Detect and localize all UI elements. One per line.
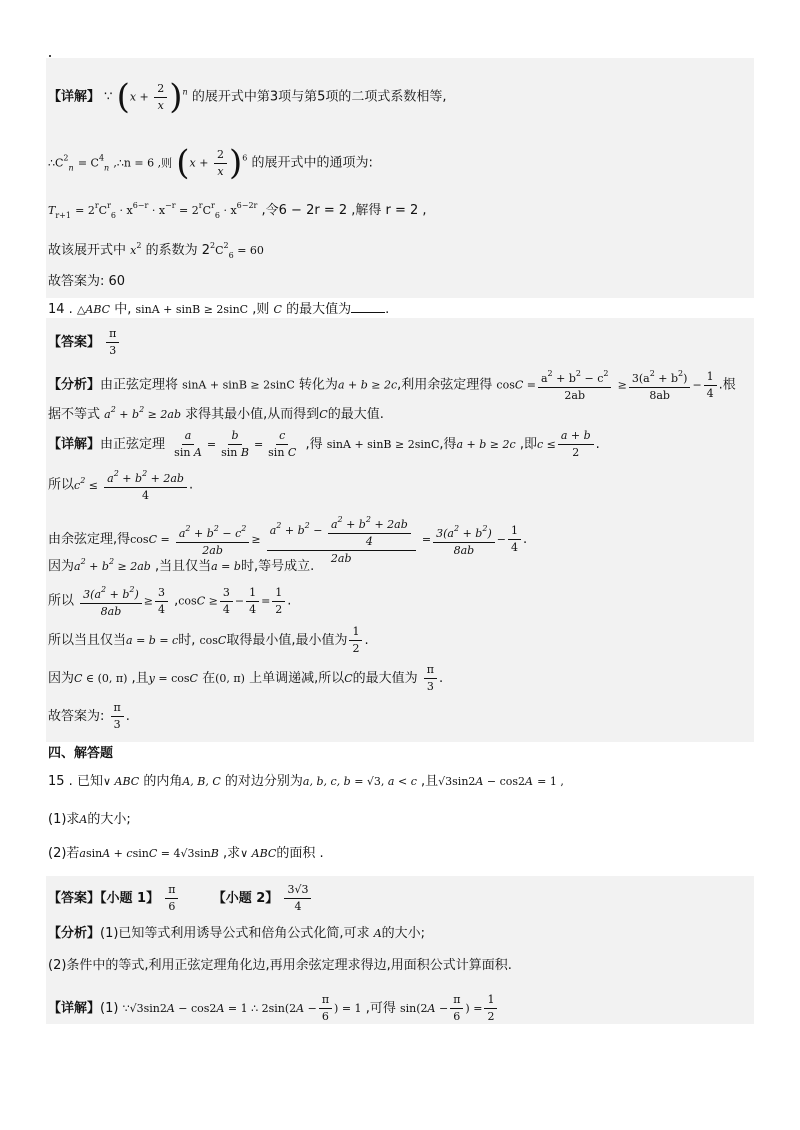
q14-final: 故答案为: $\frac{\pi}{3}$ . (48, 701, 130, 731)
q14-analysis-1: 【分析】由正弦定理将 sinA + sinB ≥ 2sinC 转化为a + b ≥ 2c,利用余弦定理得 cosC = $\frac{a^2 + b^2 - c^2}{2ab}$ ≥ $\frac{3(a^2 + b^2)}{8ab}$ − $\frac{1}{4}$ .根 (48, 366, 736, 404)
q14-detail-1: 【详解】由正弦定理 $\frac{a}{\text{sin A}}$ = $\frac{b}{\text{sin B}}$ = $\frac{c}{\text{sin C}}$ ,得 sinA + sinB ≥ 2sinC,得a + b ≥ 2c ,即c ≤ $\frac{a + b}{2}$ . (48, 429, 600, 459)
q14-answer: 【答案】 $\frac{\pi}{3}$ (48, 326, 121, 359)
p13-line1: 【详解】 ∵ (x + $\frac{2}{x}$ )$^n$ 的展开式中第3项与第5项的二项式系数相等, (48, 77, 447, 117)
q15-part1: (1)求A的大小; (48, 812, 131, 827)
section-heading: 四、解答题 (48, 746, 114, 761)
q15-part2: (2)若asinA + csinC = 4√3sinB ,求∨ ABC的面积 . (48, 846, 324, 861)
q14-stem: 14 . △ABC 中, sinA + sinB ≥ 2sinC ,则 C 的最大值为 . (48, 302, 390, 317)
q14-detail-7: 因为C ∈ (0, π) ,且y = cosC 在(0, π) 上单调递减,所以C的最大值为 $\frac{\pi}{3}$ . (48, 663, 444, 693)
q14-detail-5: 所以 $\frac{3(a^2 + b^2)}{8ab}$ ≥ $\frac{3}{4}$ ,cosC ≥ $\frac{3}{4}$ − $\frac{1}{4}$ = $\frac{1}{2}$ . (48, 582, 291, 620)
q15-analysis-1: 【分析】(1)已知等式利用诱导公式和倍角公式化简,可求 A的大小; (48, 926, 426, 941)
q14-detail-3: 由余弦定理,得cosC = $\frac{a^2 + b^2 - c^2}{2ab}$ ≥ $a^2 + b^2$ − $\frac{a^2 + b^2 + 2ab}{4}$ 2ab = $\frac{3(a^2 + b^2)}{8ab}$ − $\frac{1}{4}$ . (48, 512, 527, 567)
q15-analysis-2: (2)条件中的等式,利用正弦定理角化边,再用余弦定理求得边,用面积公式计算面积. (48, 958, 512, 973)
q14-detail-4: 因为$a^2 + b^2 \ge 2ab$ ,当且仅当a = b时,等号成立. (48, 557, 315, 574)
q14-detail-6: 所以当且仅当a = b = c时, cosC取得最小值,最小值为 $\frac{1}{2}$ . (48, 625, 369, 655)
q14-analysis-2: 据不等式 $a^2 + b^2 \ge 2ab$ 求得其最小值,从而得到C的最大值. (48, 405, 384, 422)
p13-line2: $\therefore C^2_n = C^4_n$ ,∴n = 6 ,则 (x + $\frac{2}{x}$ )$^6$ 的展开式中的通项为: (48, 143, 373, 183)
answer-blank (351, 300, 385, 313)
p13-line3: $T_{r+1} = 2^rC^r_6 \cdot x^{6-r} \cdot x^{-r} = 2^rC^r_6 \cdot x^{6-2r}$ ,令6 − 2r = 2 ,解得 r = 2 , (48, 201, 427, 220)
q15-stem: 15 . 已知∨ ABC 的内角A, B, C 的对边分别为a, b, c, b = √3, a < c ,且√3sin2A − cos2A = 1 , (48, 774, 564, 789)
page-mark (49, 55, 51, 57)
q14-detail-2: 所以$c^2$ ≤ $\frac{a^2 + b^2 + 2ab}{4}$ . (48, 466, 193, 504)
p13-answer: 故答案为: 60 (48, 274, 126, 289)
q15-detail-1: 【详解】(1) ∵√3sin2A − cos2A = 1 ∴ 2sin(2A − $\frac{\pi}{6}$ ) = 1 ,可得 sin(2A − $\frac{\pi}{6}$ ) = $\frac{1}{2}$ (48, 992, 499, 1025)
q15-answer: 【答案】【小题 1】 $\frac{\pi}{6}$ 【小题 2】 $\frac{3√3}{4}$ (48, 882, 313, 915)
p13-line4: 故该展开式中 $x^2$ 的系数为 $2^2C^2_6 = 60$ (48, 241, 264, 260)
